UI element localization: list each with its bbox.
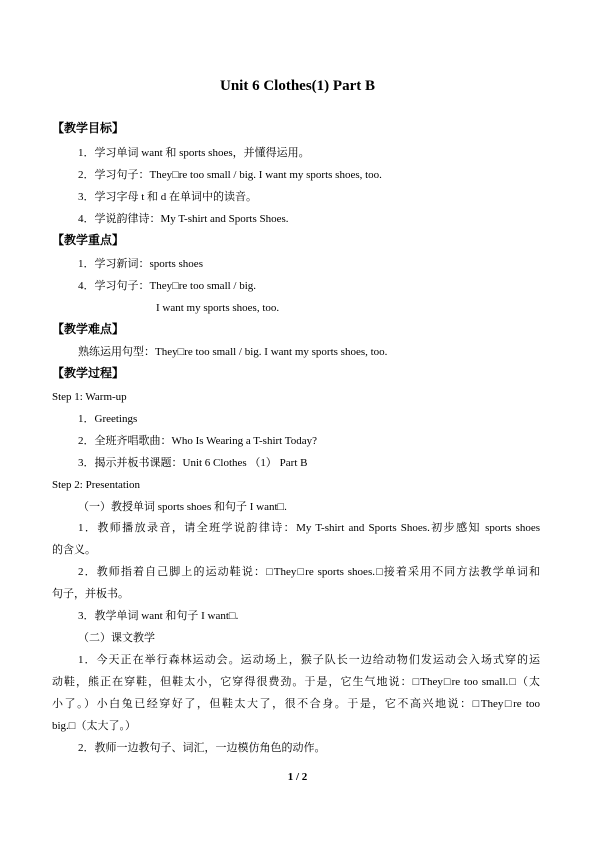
objective-item-4: 4．学说韵律诗：My T-shirt and Sports Shoes. [78, 213, 289, 225]
key-point-item-2: 4．学习句子：They□re too small / big. [78, 280, 257, 292]
paragraph-line: 的含义。 [52, 544, 96, 556]
paragraph-line: 1．今天正在举行森林运动会。运动场上，猴子队长一边给动物们发运动会入场式穿的运 [78, 654, 540, 666]
key-point-item-2-continued: I want my sports shoes, too. [156, 302, 280, 314]
paragraph-line: 动鞋，熊正在穿鞋，但鞋太小，它穿得很费劲。于是，它生气地说：□They□re too small.□（太 [52, 676, 540, 688]
objective-item-3: 3．学习字母 t 和 d 在单词中的读音。 [78, 191, 258, 203]
step-1-item-1: 1．Greetings [78, 413, 138, 425]
section-heading-key-points: 【教学重点】 [52, 233, 125, 247]
page-number: 1 / 2 [287, 771, 308, 783]
page-title: Unit 6 Clothes(1) Part B [220, 78, 375, 94]
paragraph-line: 2．教师一边教句子、词汇，一边模仿角色的动作。 [78, 742, 326, 754]
subsection-2-heading: （二）课文教学 [78, 632, 155, 644]
key-point-item-1: 1．学习新词：sports shoes [78, 258, 203, 270]
subsection-1-heading: （一）教授单词 sports shoes 和句子 I want□. [78, 501, 287, 513]
paragraph-line: 句子，并板书。 [52, 588, 129, 600]
paragraph-line: 2．教师指着自己脚上的运动鞋说：□They□re sports shoes.□接着采用不同方法教学单词和 [78, 566, 540, 578]
section-heading-process: 【教学过程】 [52, 366, 125, 380]
section-heading-objectives: 【教学目标】 [52, 121, 125, 135]
objective-item-1: 1．学习单词 want 和 sports shoes，并懂得运用。 [78, 147, 310, 159]
step-2-heading: Step 2: Presentation [52, 479, 140, 491]
paragraph-line: 1．教师播放录音，请全班学说韵律诗：My T-shirt and Sports Shoes.初步感知 sports shoes [78, 522, 540, 534]
step-1-item-2: 2．全班齐唱歌曲：Who Is Wearing a T-shirt Today? [78, 435, 317, 447]
section-heading-difficulties: 【教学难点】 [52, 322, 125, 336]
difficulty-text: 熟练运用句型：They□re too small / big. I want my sports shoes, too. [78, 346, 388, 358]
step-1-heading: Step 1: Warm-up [52, 391, 127, 403]
objective-item-2: 2．学习句子：They□re too small / big. I want my sports shoes, too. [78, 169, 382, 181]
paragraph-line: big.□（太大了。） [52, 720, 136, 732]
paragraph-line: 3．教学单词 want 和句子 I want□. [78, 610, 239, 622]
paragraph-line: 小了。）小白兔已经穿好了，但鞋太大了，很不合身。于是，它不高兴地说：□They□re too [52, 698, 540, 710]
step-1-item-3: 3．揭示并板书课题：Unit 6 Clothes （1） Part B [78, 457, 308, 469]
